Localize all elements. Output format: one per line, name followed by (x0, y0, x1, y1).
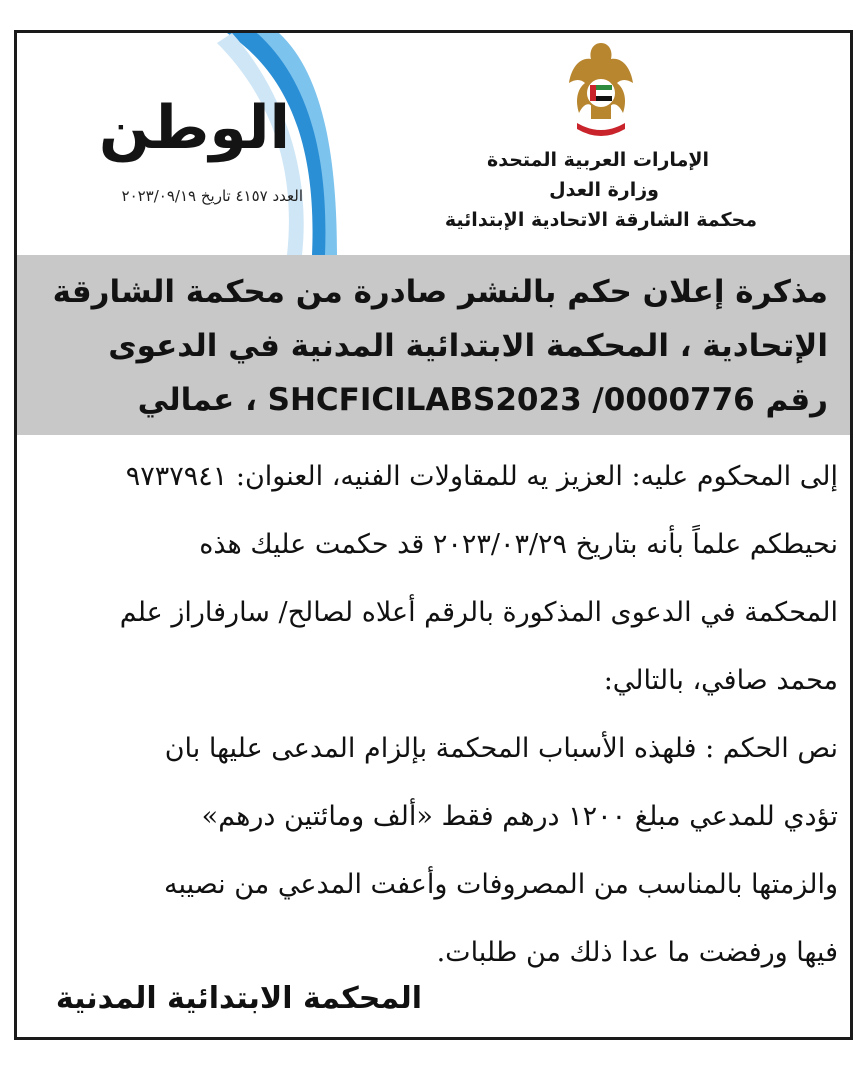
notice-title (17, 255, 850, 435)
body-line: نص الحكم : فلهذه الأسباب المحكمة بإلزام المدعى عليها بان (164, 733, 838, 764)
notice-header (17, 33, 850, 255)
body-line: المحكمة في الدعوى المذكورة بالرقم أعلاه لصالح/ سارفاراز علم (119, 597, 838, 628)
court-name: محكمة الشارقة الاتحادية الإبتدائية (444, 209, 757, 231)
issue-line: العدد ٤١٥٧ تاريخ ٢٠٢٣/٠٩/١٩ (121, 187, 303, 205)
body-line: إلى المحكوم عليه: العزيز يه للمقاولات الفنيه، العنوان: ٩٧٣٧٩٤١ (125, 461, 838, 492)
body-line: والزمتها بالمناسب من المصروفات وأعفت المدعي من نصيبه (163, 869, 838, 900)
newspaper-name: الوطن (98, 93, 291, 163)
title-line: الإتحادية ، المحكمة الابتدائية المدنية في الدعوى (108, 328, 828, 364)
notice-body (17, 443, 850, 987)
body-line: فيها ورفضت ما عدا ذلك من طلبات. (436, 937, 838, 968)
title-line: مذكرة إعلان حكم بالنشر صادرة من محكمة الشارقة (52, 274, 828, 310)
body-line: تؤدي للمدعي مبلغ ١٢٠٠ درهم فقط «ألف ومائتين درهم» (201, 801, 838, 832)
uae-emblem-icon (565, 39, 637, 139)
court-signature: المحكمة الابتدائية المدنية (55, 981, 422, 1016)
notice-frame (14, 30, 853, 1040)
ministry-block (437, 145, 757, 235)
ministry-name: وزارة العدل (549, 179, 659, 201)
body-line: محمد صافي، بالتالي: (603, 665, 838, 696)
body-line: نحيطكم علماً بأنه بتاريخ ٢٠٢٣/٠٣/٢٩ قد حكمت عليك هذه (199, 529, 838, 560)
country-name: الإمارات العربية المتحدة (487, 149, 709, 171)
title-line: رقم SHCFICILABS2023 /0000776 ، عمالي (137, 382, 828, 418)
